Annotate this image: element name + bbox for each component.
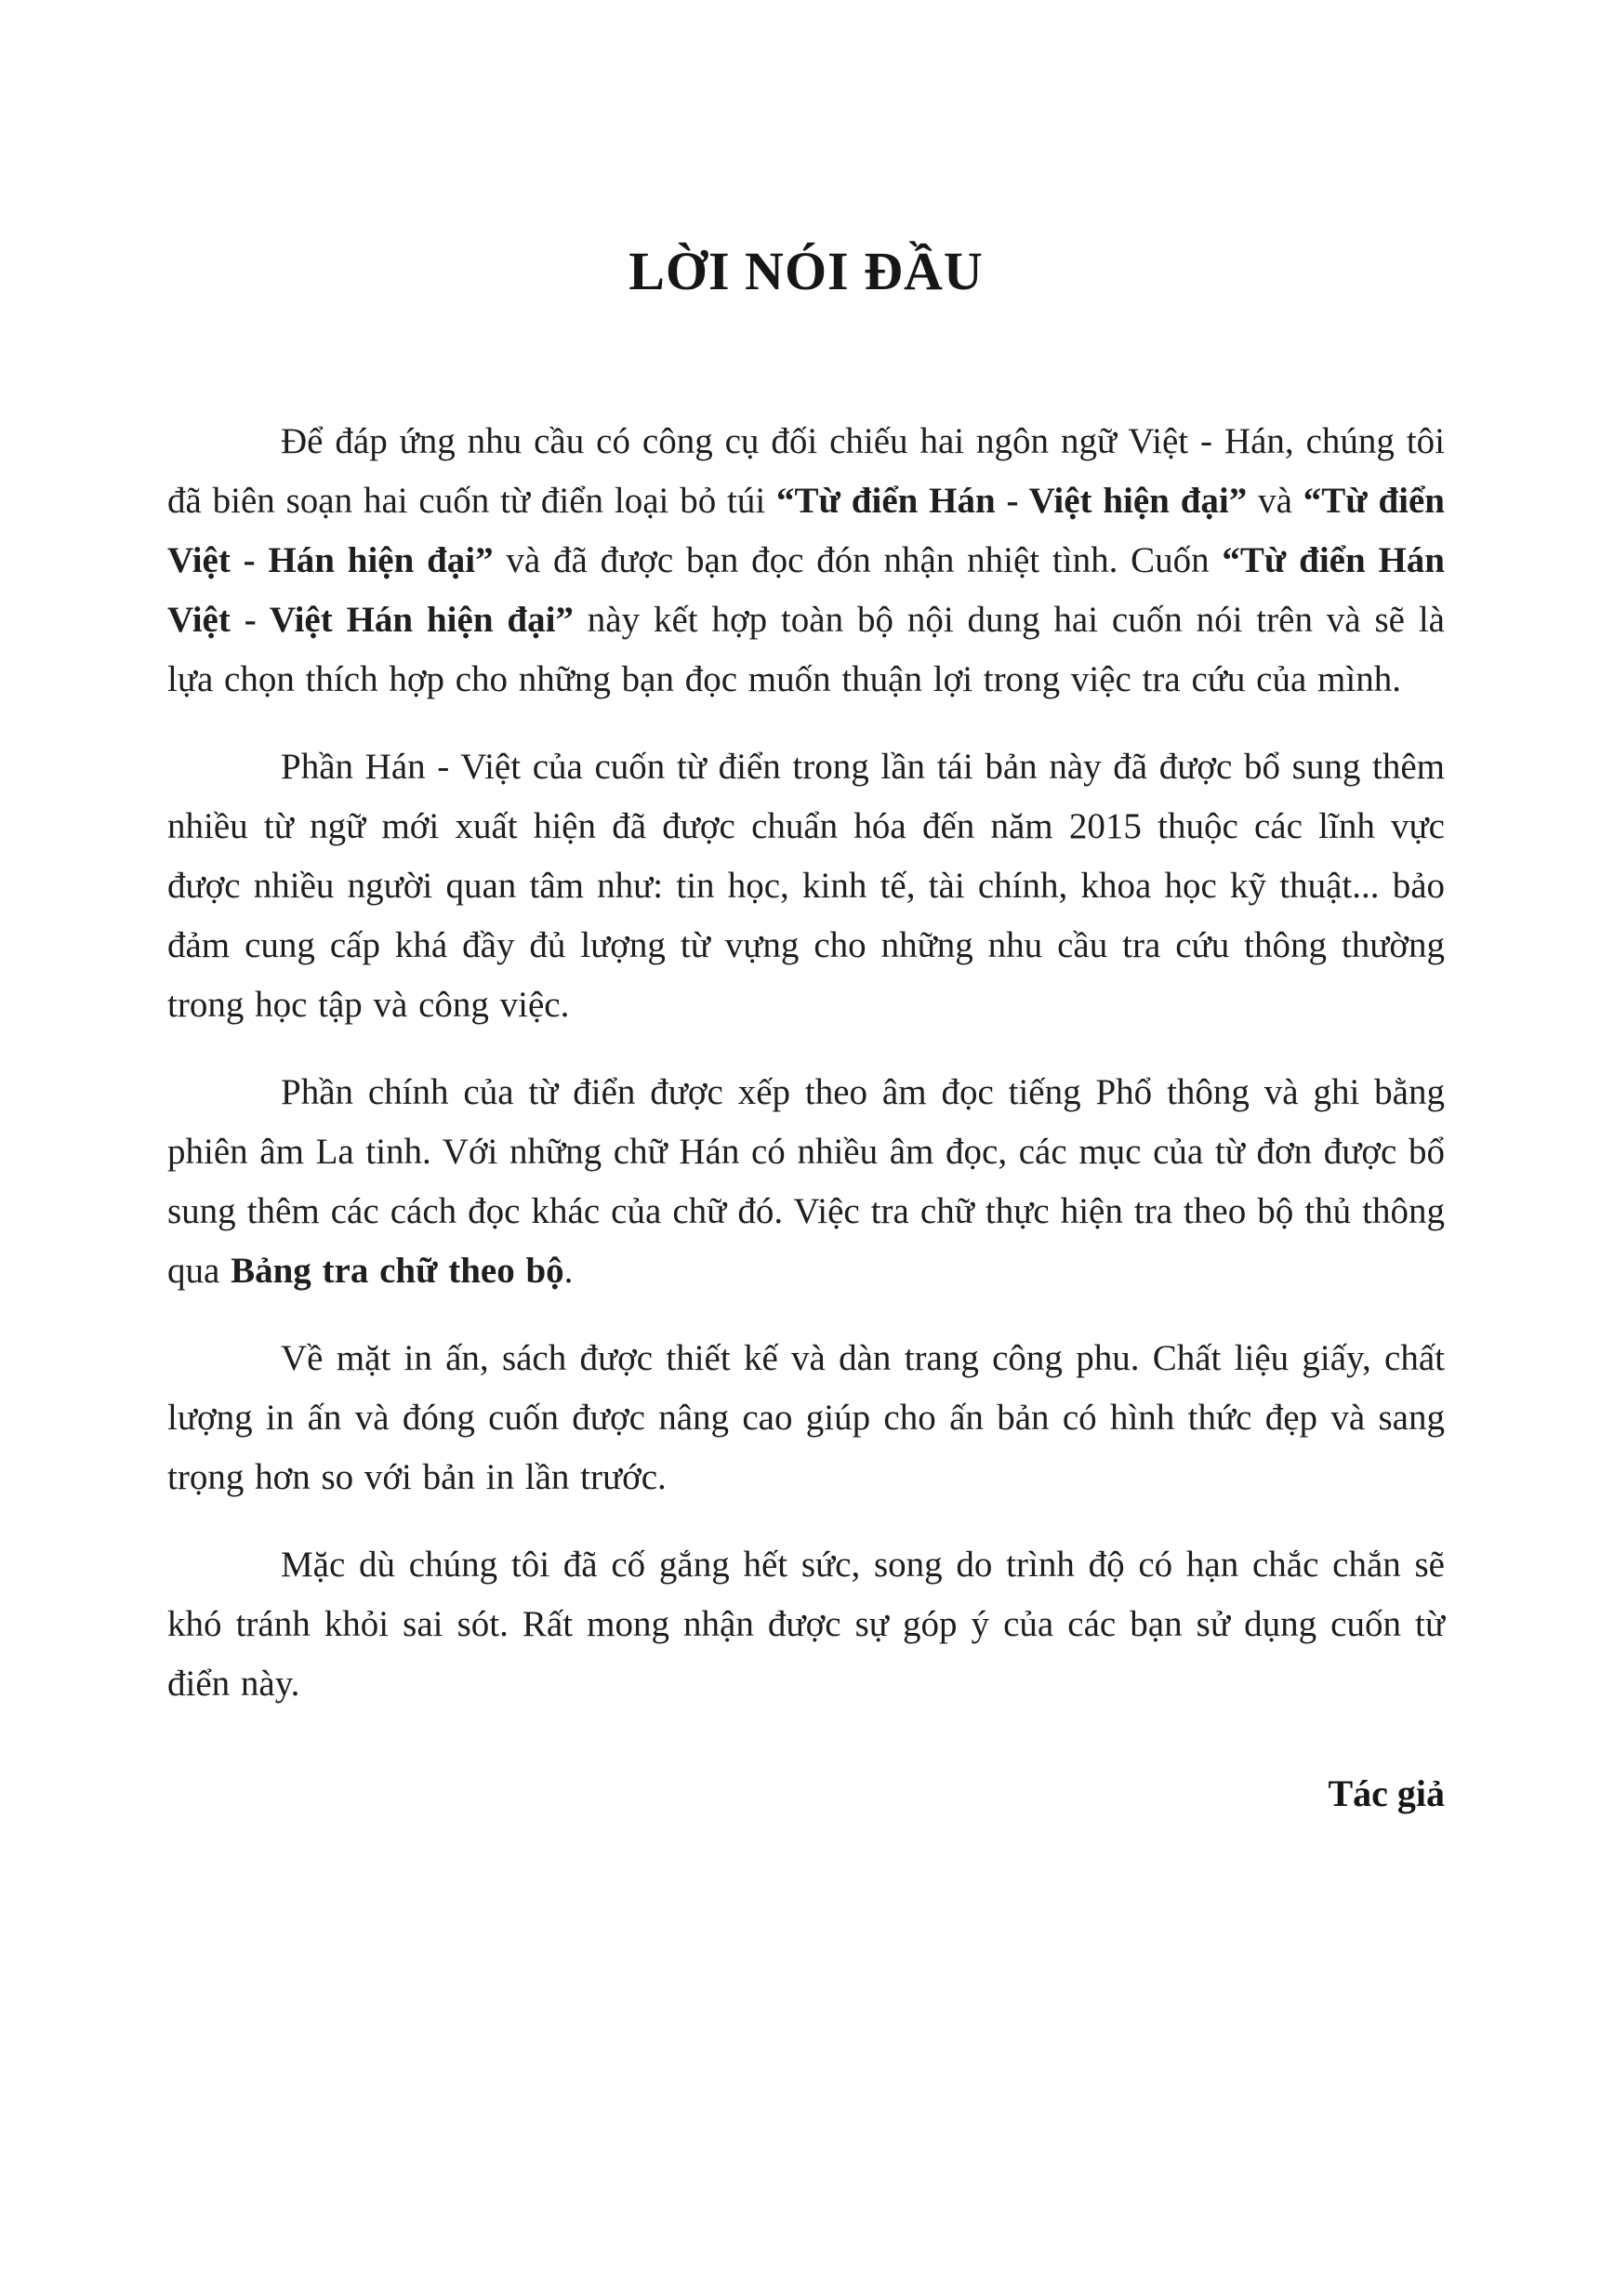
text-run: Phần Hán - Việt của cuốn từ điển trong lần tái bản này đã được bổ sung thêm nhiều từ ngữ mới xuất hiện đã được chuẩn hóa đến năm 2015 thuộc các lĩnh vực được nhiều người quan tâm như: tin học, kinh tế, tài chính, khoa học kỹ thuật... bảo đảm cung cấp khá đầy đủ lượng từ vựng cho những nhu cầu tra cứu thông thường trong học tập và công việc.: [167, 747, 1445, 1025]
text-run: .: [563, 1251, 574, 1291]
text-run: và đã được bạn đọc đón nhận nhiệt tình. Cuốn: [493, 540, 1223, 580]
text-run: này kết hợp toàn bộ nội dung hai cuốn nói trên và sẽ là lựa chọn thích hợp cho những bạn đọc muốn thuận lợi trong việc tra cứu của mình.: [167, 600, 1445, 699]
text-run: và: [1247, 481, 1303, 521]
text-run: Về mặt in ấn, sách được thiết kế và dàn trang công phu. Chất liệu giấy, chất lượng in ấn và đóng cuốn được nâng cao giúp cho ấn bản có hình thức đẹp và sang trọng hơn so với bản in lần trước.: [167, 1338, 1445, 1497]
text-run-bold: Bảng tra chữ theo bộ: [231, 1251, 564, 1291]
page-title: LỜI NÓI ĐẦU: [628, 241, 984, 301]
text-run: Phần chính của từ điển được xếp theo âm đọc tiếng Phổ thông và ghi bằng phiên âm La tinh. Với những chữ Hán có nhiều âm đọc, các mục của từ đơn được bổ sung thêm các cách đọc khác của chữ đó. Việc tra chữ thực hiện tra theo bộ thủ thông qua: [167, 1072, 1445, 1291]
paragraph-2: [167, 737, 1445, 1035]
text-run: Mặc dù chúng tôi đã cố gắng hết sức, song do trình độ có hạn chắc chắn sẽ khó tránh khỏi sai sót. Rất mong nhận được sự góp ý của các bạn sử dụng cuốn từ điển này.: [167, 1545, 1445, 1704]
author-signature: Tác giả: [1328, 1772, 1445, 1814]
paragraph-5: [167, 1535, 1445, 1714]
paragraph-4: [167, 1329, 1445, 1507]
text-run-bold: “Từ điển Hán Việt - Việt Hán hiện đại”: [167, 540, 1445, 640]
paragraph-3: [167, 1063, 1445, 1301]
document-body: [167, 412, 1445, 1714]
text-run-bold: “Từ điển Việt - Hán hiện đại”: [167, 481, 1445, 580]
text-run: Để đáp ứng nhu cầu có công cụ đối chiếu hai ngôn ngữ Việt - Hán, chúng tôi đã biên soạn hai cuốn từ điển loại bỏ túi: [167, 421, 1445, 521]
paragraph-1: [167, 412, 1445, 710]
text-run-bold: “Từ điển Hán - Việt hiện đại”: [776, 481, 1248, 521]
